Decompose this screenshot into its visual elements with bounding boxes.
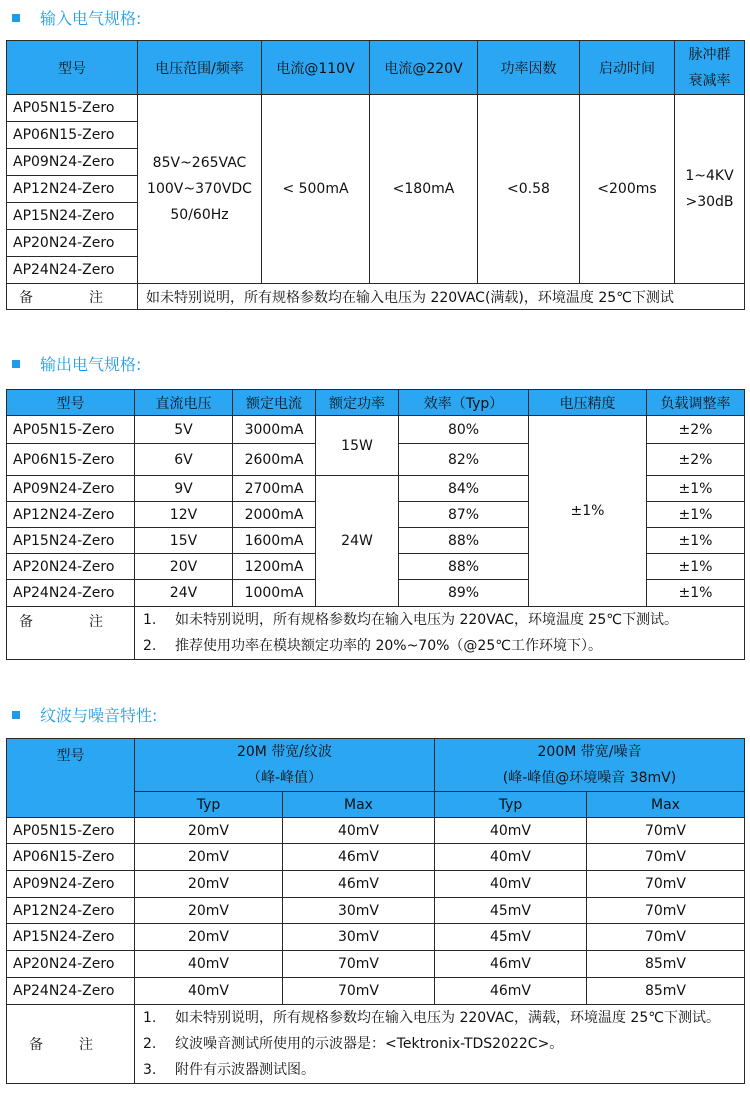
- header-model: 型号: [7, 41, 138, 95]
- note-text: 1. 如未特别说明，所有规格参数均在输入电压为 220VAC，环境温度 25℃下测试。 2. 推荐使用功率在模块额定功率的 20%~70%（@25℃工作环境下）。: [135, 607, 745, 660]
- ripple-typ-cell: 40mV: [135, 978, 283, 1005]
- model-cell: AP09N24-Zero: [7, 149, 138, 176]
- output-header-row: [7, 390, 745, 416]
- efficiency-cell: 88%: [399, 528, 529, 554]
- noise-typ-cell: 46mV: [435, 951, 587, 978]
- voltage-cell: 9V: [135, 476, 233, 502]
- model-cell: AP12N24-Zero: [7, 502, 135, 528]
- voltage-cell: 15V: [135, 528, 233, 554]
- model-cell: AP06N15-Zero: [7, 122, 138, 149]
- header-200m-noise: 200M 带宽/噪音 (峰-峰值@环境噪音 38mV): [435, 739, 745, 792]
- header-dc-voltage: 直流电压: [135, 390, 233, 416]
- ripple-typ-cell: 20mV: [135, 871, 283, 898]
- model-cell: AP20N24-Zero: [7, 554, 135, 580]
- header-20m-ripple: 20M 带宽/纹波 （峰-峰值）: [135, 739, 435, 792]
- current-cell: 2600mA: [233, 444, 316, 476]
- voltage-cell: 5V: [135, 416, 233, 444]
- output-section-title: 输出电气规格:: [12, 352, 141, 375]
- noise-typ-cell: 45mV: [435, 898, 587, 924]
- model-cell: AP20N24-Zero: [7, 230, 138, 257]
- model-cell: AP15N24-Zero: [7, 528, 135, 554]
- current-cell: 1000mA: [233, 580, 316, 607]
- voltage-cell: 24V: [135, 580, 233, 607]
- efficiency-cell: 84%: [399, 476, 529, 502]
- startup-time-cell: <200ms: [580, 95, 675, 284]
- header-efficiency: 效率（Typ）: [399, 390, 529, 416]
- note-label: 备 注: [7, 607, 135, 660]
- efficiency-cell: 80%: [399, 416, 529, 444]
- accuracy-cell: ±1%: [529, 416, 647, 607]
- efficiency-cell: 89%: [399, 580, 529, 607]
- subheader-ripple-typ: Typ: [135, 792, 283, 818]
- current-cell: 1600mA: [233, 528, 316, 554]
- model-cell: AP05N15-Zero: [7, 416, 135, 444]
- ripple-max-cell: 40mV: [283, 818, 435, 844]
- noise-max-cell: 85mV: [587, 951, 745, 978]
- efficiency-cell: 87%: [399, 502, 529, 528]
- ripple-typ-cell: 40mV: [135, 951, 283, 978]
- header-voltage-range: 电压范围/频率: [138, 41, 262, 95]
- header-rated-current: 额定电流: [233, 390, 316, 416]
- input-header-row: [7, 41, 745, 95]
- noise-max-cell: 70mV: [587, 924, 745, 951]
- ripple-noise-table: [6, 738, 745, 1084]
- header-power-factor: 功率因数: [478, 41, 580, 95]
- note-text: 1. 如未特别说明，所有规格参数均在输入电压为 220VAC，满载，环境温度 25℃下测试。 2. 纹波噪音测试所使用的示波器是：<Tektronix-TDS2022C>。 3. 附件有示波器测试图。: [135, 1005, 745, 1084]
- input-spec-table: [6, 40, 745, 310]
- model-cell: AP09N24-Zero: [7, 476, 135, 502]
- current-cell: 2700mA: [233, 476, 316, 502]
- ripple-typ-cell: 20mV: [135, 818, 283, 844]
- noise-typ-cell: 40mV: [435, 871, 587, 898]
- table-row: [7, 871, 745, 898]
- model-cell: AP12N24-Zero: [7, 176, 138, 203]
- model-cell: AP15N24-Zero: [7, 203, 138, 230]
- regulation-cell: ±2%: [647, 416, 745, 444]
- ripple-max-cell: 70mV: [283, 978, 435, 1005]
- header-model: 型号: [7, 390, 135, 416]
- header-startup-time: 启动时间: [580, 41, 675, 95]
- ripple-header-row: [7, 739, 745, 792]
- regulation-cell: ±1%: [647, 528, 745, 554]
- header-current-110: 电流@110V: [262, 41, 370, 95]
- model-cell: AP09N24-Zero: [7, 871, 135, 898]
- square-bullet-icon: [12, 14, 20, 22]
- ripple-typ-cell: 20mV: [135, 924, 283, 951]
- regulation-cell: ±1%: [647, 502, 745, 528]
- ripple-max-cell: 30mV: [283, 924, 435, 951]
- model-cell: AP15N24-Zero: [7, 924, 135, 951]
- model-cell: AP20N24-Zero: [7, 951, 135, 978]
- voltage-cell: 12V: [135, 502, 233, 528]
- model-cell: AP05N15-Zero: [7, 818, 135, 844]
- model-cell: AP24N24-Zero: [7, 978, 135, 1005]
- burst-cell: 1~4KV >30dB: [675, 95, 745, 284]
- square-bullet-icon: [12, 711, 20, 719]
- header-burst: 脉冲群 衰减率: [675, 41, 745, 95]
- ripple-max-cell: 70mV: [283, 951, 435, 978]
- noise-max-cell: 85mV: [587, 978, 745, 1005]
- table-row: [7, 898, 745, 924]
- ripple-max-cell: 46mV: [283, 871, 435, 898]
- table-row: [7, 978, 745, 1005]
- noise-typ-cell: 45mV: [435, 924, 587, 951]
- ripple-typ-cell: 20mV: [135, 844, 283, 871]
- power-cell: 24W: [316, 476, 399, 607]
- square-bullet-icon: [12, 360, 20, 368]
- model-cell: AP06N15-Zero: [7, 844, 135, 871]
- noise-max-cell: 70mV: [587, 871, 745, 898]
- power-factor-cell: <0.58: [478, 95, 580, 284]
- model-cell: AP05N15-Zero: [7, 95, 138, 122]
- model-cell: AP12N24-Zero: [7, 898, 135, 924]
- regulation-cell: ±1%: [647, 580, 745, 607]
- noise-max-cell: 70mV: [587, 898, 745, 924]
- noise-typ-cell: 40mV: [435, 844, 587, 871]
- noise-max-cell: 70mV: [587, 844, 745, 871]
- table-row: [7, 416, 745, 444]
- note-row: [7, 607, 745, 660]
- voltage-cell: 20V: [135, 554, 233, 580]
- current-110-cell: < 500mA: [262, 95, 370, 284]
- output-spec-table: [6, 389, 745, 660]
- current-cell: 1200mA: [233, 554, 316, 580]
- note-row: [7, 1005, 745, 1084]
- power-cell: 15W: [316, 416, 399, 476]
- ripple-section-title: 纹波与噪音特性:: [12, 703, 157, 726]
- ripple-typ-cell: 20mV: [135, 898, 283, 924]
- subheader-noise-typ: Typ: [435, 792, 587, 818]
- ripple-max-cell: 30mV: [283, 898, 435, 924]
- voltage-cell: 6V: [135, 444, 233, 476]
- current-220-cell: <180mA: [370, 95, 478, 284]
- table-row: [7, 95, 745, 122]
- header-load-regulation: 负载调整率: [647, 390, 745, 416]
- header-model: 型号: [7, 739, 135, 818]
- subheader-noise-max: Max: [587, 792, 745, 818]
- model-cell: AP24N24-Zero: [7, 580, 135, 607]
- noise-max-cell: 70mV: [587, 818, 745, 844]
- current-cell: 2000mA: [233, 502, 316, 528]
- table-row: [7, 818, 745, 844]
- regulation-cell: ±2%: [647, 444, 745, 476]
- input-section-title: 输入电气规格:: [12, 6, 141, 29]
- header-rated-power: 额定功率: [316, 390, 399, 416]
- ripple-max-cell: 46mV: [283, 844, 435, 871]
- header-current-220: 电流@220V: [370, 41, 478, 95]
- noise-typ-cell: 40mV: [435, 818, 587, 844]
- model-cell: AP06N15-Zero: [7, 444, 135, 476]
- note-text: 如未特别说明，所有规格参数均在输入电压为 220VAC(满载)，环境温度 25℃下测试: [138, 284, 745, 310]
- table-row: [7, 924, 745, 951]
- table-row: [7, 951, 745, 978]
- subheader-ripple-max: Max: [283, 792, 435, 818]
- regulation-cell: ±1%: [647, 476, 745, 502]
- regulation-cell: ±1%: [647, 554, 745, 580]
- note-label: 备 注: [7, 1005, 135, 1084]
- current-cell: 3000mA: [233, 416, 316, 444]
- table-row: [7, 844, 745, 871]
- note-label: 备 注: [7, 284, 138, 310]
- noise-typ-cell: 46mV: [435, 978, 587, 1005]
- voltage-range-cell: 85V~265VAC 100V~370VDC 50/60Hz: [138, 95, 262, 284]
- efficiency-cell: 82%: [399, 444, 529, 476]
- header-voltage-accuracy: 电压精度: [529, 390, 647, 416]
- efficiency-cell: 88%: [399, 554, 529, 580]
- note-row: [7, 284, 745, 310]
- model-cell: AP24N24-Zero: [7, 257, 138, 284]
